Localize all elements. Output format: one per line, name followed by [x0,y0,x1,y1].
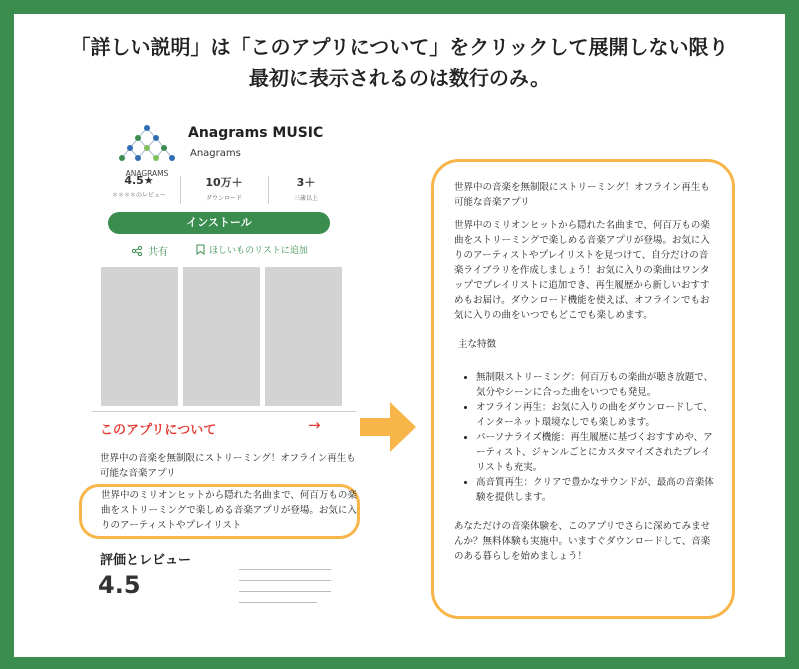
bookmark-icon [196,244,205,255]
short-description: 世界中の音楽を無制限にストリーミング！オフライン再生も可能な音楽アプリ [100,453,356,479]
stat-value: 3＋ [296,176,316,189]
feature-item: • 無制限ストリーミング：何百万もの楽曲が聴き放題で、気分やシーンに合った曲をいつでも発見。 [476,370,716,400]
screenshot-thumbnail-1[interactable] [101,267,178,406]
stat-label: ＊＊＊＊のレビュー [111,192,166,199]
section-divider [92,411,356,412]
rating-bar-line [239,591,331,592]
arrow-right-icon [360,402,416,452]
about-app-title[interactable]: このアプリについて [100,423,217,438]
expanded-closing: あなただけの音楽体験を、このアプリでさらに深めてみませんか？無料体験も実施中。いますぐダウンロードして、音楽のある暮らしを始めましょう！ [454,521,711,562]
expanded-description [454,180,716,572]
wishlist-label: ほしいものリストに追加 [209,246,308,256]
stat-label: ダウンロード [205,195,242,202]
ratings-value: 4.5 [98,571,141,599]
install-button[interactable]: インストール [108,212,330,234]
headline [14,32,785,94]
about-arrow-icon[interactable]: → [308,416,321,434]
headline-line-1: 「詳しい説明」は「このアプリについて」をクリックして展開しない限り [70,35,729,59]
feature-item: • 高音質再生：クリアで豊かなサウンドが、最高の音楽体験を提供します。 [476,475,716,505]
stat-label: 三歳以上 [293,195,318,202]
features-title: 主な特徴 [458,339,497,350]
feature-item: • オフライン再生：お気に入りの曲をダウンロードして、インターネット環境なしでも楽しめます。 [476,400,716,430]
share-button[interactable] [132,243,168,258]
rating-bar-line [239,580,331,581]
headline-line-2: 最初に表示されるのは数行のみ。 [248,66,551,90]
features-list [454,370,716,505]
screenshot-thumbnail-3[interactable] [265,267,342,406]
stat-divider [180,176,181,204]
wishlist-button[interactable] [196,243,308,256]
share-icon [132,246,142,256]
stats-bar [100,174,350,208]
stat-value: 4.5★ [124,174,154,187]
feature-item: • パーソナライズ機能：再生履歴に基づくおすすめや、アーティスト、ジャンルごとにカスタマイズされたプレイリストも充実。 [476,430,716,475]
expanded-body: 世界中のミリオンヒットから隠れた名曲まで、何百万もの楽曲をストリーミングで楽しめる音楽アプリが登場。お気に入りのアーティストやプレイリストを見つけて、自分だけの音楽ライブラリを作成しましょう！お気に入りの楽曲はワンタップでプレイリストに追加でき、再生履歴から新しいおすすめもお届け。ダウンロード機能を使えば、オフラインでもお気に入りの曲をいつでもどこでも楽しめます。 [454,220,710,321]
expanded-intro: 世界中の音楽を無制限にストリーミング！オフライン再生も可能な音楽アプリ [454,182,710,208]
share-label: 共有 [148,247,168,258]
logo-text: ANAGRAMS [125,169,169,178]
stat-downloads [182,174,266,202]
content-panel [14,14,785,657]
rating-bar-line [239,569,331,570]
long-description-preview: 世界中のミリオンヒットから隠れた名曲まで、何百万もの楽曲をストリーミングで楽しめる音楽アプリが登場。お気に入りのアーティストやプレイリスト [101,490,357,531]
app-name[interactable]: Anagrams MUSIC [188,125,324,141]
ratings-title[interactable]: 評価とレビュー [100,553,192,568]
stat-value: 10万＋ [205,176,243,189]
rating-bar-line [239,602,317,603]
developer-name[interactable]: Anagrams [190,148,241,159]
stat-divider [268,176,269,204]
stat-rating [100,174,178,199]
screenshot-thumbnail-2[interactable] [183,267,260,406]
stat-age [270,174,342,202]
